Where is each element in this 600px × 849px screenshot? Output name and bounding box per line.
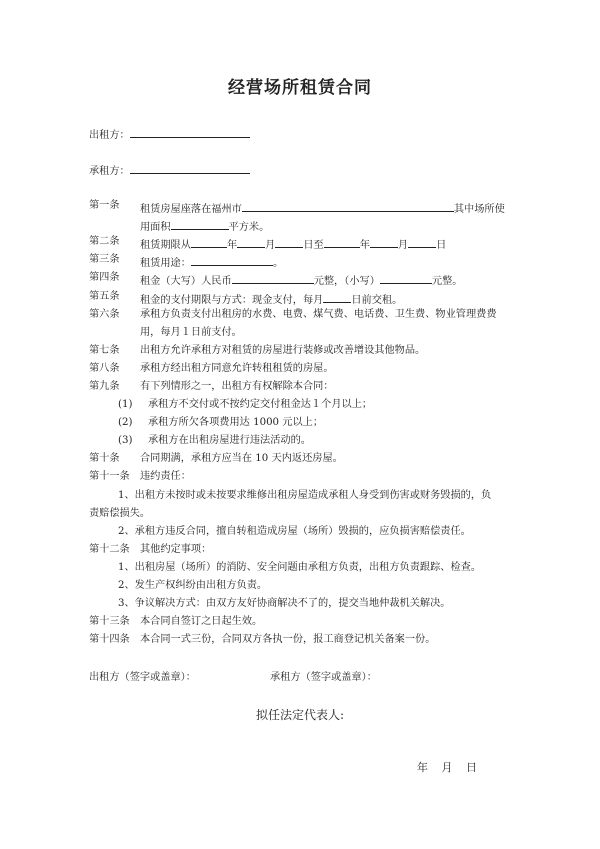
- clause-1-usage-text: 其中场所使: [453, 204, 505, 215]
- start-day-label: 日至: [303, 240, 324, 251]
- end-day-label: 日: [436, 240, 447, 251]
- clause-4-text: [140, 273, 462, 287]
- clause-3-number: 第三条: [89, 254, 120, 265]
- rent-unit: 元整。: [431, 276, 463, 287]
- clause-10-number: 第十条: [89, 453, 120, 464]
- end-month-blank[interactable]: [370, 237, 398, 248]
- clause-8-number: 第八条: [89, 363, 120, 374]
- start-month-label: 月: [265, 240, 276, 251]
- payment-day-label: 日前交租。: [351, 295, 403, 306]
- clause-1-line1: [140, 201, 505, 215]
- clause-14-number: 第十四条: [89, 634, 130, 645]
- clause-12-text: 其他约定事项：: [140, 544, 212, 555]
- clause-6-line1: 承租方负责支付出租房的水费、电费、煤气费、电话费、卫生费、物业管理费费: [140, 309, 497, 320]
- usage-blank[interactable]: [191, 255, 273, 266]
- lessee-blank[interactable]: [130, 163, 250, 174]
- end-year-label: 年: [359, 240, 370, 251]
- clause-12-number: 第十二条: [89, 544, 130, 555]
- clause-9-item-2-number: (2): [118, 417, 133, 428]
- start-month-blank[interactable]: [237, 237, 265, 248]
- lessor-signature-label: 出租方（签字或盖章）：: [89, 672, 196, 683]
- clause-12-item-2: 2、发生产权纠纷由出租方负责。: [118, 580, 268, 591]
- clause-6-number: 第六条: [89, 309, 120, 320]
- end-year-blank[interactable]: [324, 237, 360, 248]
- lessee-signature-label: 承租方（签字或盖章）：: [270, 672, 377, 683]
- payment-day-blank[interactable]: [323, 292, 351, 303]
- rent-lowercase-label: 元整，（小写）: [313, 276, 380, 287]
- clause-1-line2: [140, 219, 269, 233]
- clause-13-text: 本合同自签订之日起生效。: [140, 616, 263, 627]
- start-day-blank[interactable]: [275, 237, 303, 248]
- clause-1-number: 第一条: [89, 200, 120, 211]
- clause-3-text: [140, 255, 283, 269]
- clause-6-line2: 用，每月１日前支付。: [140, 327, 242, 338]
- clause-12-item-1: 1、出租房屋（场所）的消防、安全问题由承租方负责，出租方负责跟踪、检查。: [118, 562, 482, 573]
- clause-11-item-2: 2、承租方违反合同，擅自转租造成房屋（场所）毁损的，应负损害赔偿责任。: [118, 526, 471, 537]
- clause-9-item-1-number: (1): [118, 399, 133, 410]
- clause-4-number: 第四条: [89, 272, 120, 283]
- payment-terms-label: 租金的支付期限与方式：现金支付，每月: [140, 295, 324, 306]
- clause-7-number: 第七条: [89, 345, 120, 356]
- clause-7-text: 出租方允许承租方对租赁的房屋进行装修或改善增设其他物品。: [140, 345, 426, 356]
- clause-11-number: 第十一条: [89, 471, 130, 482]
- start-year-blank[interactable]: [191, 237, 227, 248]
- clause-9-item-3-text: 承租方在出租房屋进行违法活动的。: [148, 435, 311, 446]
- clause-11-item-1-line1: 1、出租方未按时或未按要求维修出租房屋造成承租人身受到伤害或财务毁损的，负: [118, 490, 492, 501]
- clause-11-item-1-line2: 责赔偿损失。: [89, 508, 151, 519]
- end-month-label: 月: [397, 240, 409, 251]
- clause-12-item-3: 3、争议解决方式：由双方友好协商解决不了的，提交当地仲裁机关解决。: [118, 598, 451, 609]
- clause-1-area-label: 用面积: [140, 222, 171, 233]
- rent-uppercase-blank[interactable]: [232, 273, 314, 284]
- lessor-line: [89, 127, 250, 141]
- clause-9-text: 有下列情形之一，出租方有权解除本合同：: [140, 381, 334, 392]
- clause-1-area-blank[interactable]: [171, 219, 229, 230]
- document-title: 经营场所租赁合同: [228, 78, 372, 98]
- clause-5-text: [140, 292, 402, 306]
- lessee-line: [89, 163, 250, 177]
- clause-1-location-label: 租赁房屋座落在福州市: [140, 204, 242, 215]
- clause-9-item-2-text: 承租方所欠各项费用达 1000 元以上；: [148, 417, 324, 428]
- signing-date: 年 月 日: [417, 761, 477, 774]
- rent-uppercase-label: 租金（大写）人民币: [140, 276, 232, 287]
- clause-9-item-1-text: 承租方不交付或不按约定交付租金达１个月以上；: [148, 399, 373, 410]
- start-year-label: 年: [226, 240, 238, 251]
- clause-3-label: 租赁用途：: [140, 258, 191, 269]
- clause-2-number: 第二条: [89, 236, 120, 247]
- lessor-blank[interactable]: [130, 127, 250, 138]
- clause-1-location-blank[interactable]: [242, 201, 454, 212]
- clause-14-text: 本合同一式三份，合同双方各执一份，报工商登记机关备案一份。: [140, 634, 436, 645]
- legal-representative-label: 拟任法定代表人:: [255, 708, 345, 722]
- clause-9-number: 第九条: [89, 381, 120, 392]
- end-day-blank[interactable]: [408, 237, 436, 248]
- rent-lowercase-blank[interactable]: [380, 273, 432, 284]
- clause-11-text: 违约责任：: [140, 471, 191, 482]
- clause-13-number: 第十三条: [89, 616, 130, 627]
- lessor-label: 出租方：: [89, 130, 130, 141]
- clause-9-item-3-number: (3): [118, 435, 133, 446]
- clause-2-label: 租赁期限从: [140, 240, 191, 251]
- clause-3-period: 。: [272, 258, 284, 269]
- clause-8-text: 承租方经出租方同意允许转租租赁的房屋。: [140, 363, 334, 374]
- clause-10-text: 合同期满，承租方应当在 10 天内返还房屋。: [140, 453, 343, 464]
- clause-5-number: 第五条: [89, 291, 120, 302]
- clause-2-text: [140, 237, 446, 251]
- clause-1-area-unit: 平方米。: [228, 222, 270, 233]
- lessee-label: 承租方：: [89, 166, 130, 177]
